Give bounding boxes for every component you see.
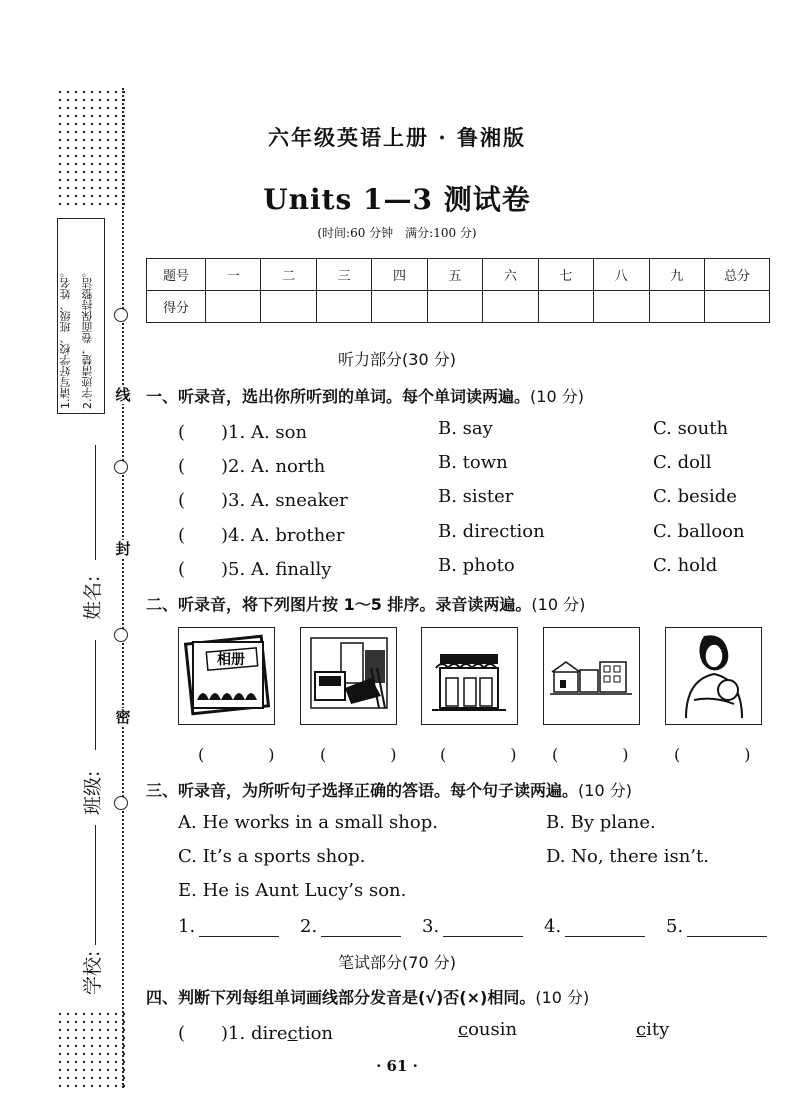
score-header-cell: 九: [649, 259, 705, 291]
section-4-title: [146, 985, 589, 1008]
s3-blank-number: 3.: [422, 916, 440, 937]
section-4-points: (10 分): [535, 988, 590, 1007]
picture-answer-4[interactable]: ( ): [552, 745, 653, 764]
school-label: 学校:: [82, 950, 104, 995]
writing-part-heading: 笔试部分(70 分): [338, 953, 456, 972]
s1-item-option-a[interactable]: ( )3. A. sneaker: [178, 490, 348, 511]
score-header-cell: 二: [261, 259, 316, 291]
notice-box: [57, 218, 105, 414]
s3-blank-number: 5.: [666, 916, 684, 937]
word1-underlined: c: [287, 1023, 298, 1044]
s3-blank-1[interactable]: [178, 916, 279, 937]
s1-item-option-a[interactable]: ( )5. A. finally: [178, 559, 332, 580]
section-3-title: [146, 778, 632, 801]
picture-answer-3[interactable]: ( ): [440, 745, 541, 764]
s4-item-word-3: [636, 1019, 669, 1040]
s1-item-option-a[interactable]: ( )4. A. brother: [178, 525, 345, 546]
s4-item-word-2: [458, 1019, 517, 1040]
picture-answer-1[interactable]: ( ): [198, 745, 299, 764]
picture-shop: [421, 627, 518, 725]
binding-hole-2: [114, 460, 128, 474]
class-line: [95, 640, 96, 750]
side-char-xian: 线: [115, 386, 131, 404]
score-header-cell: 总分: [705, 259, 770, 291]
score-header-cell: 八: [594, 259, 649, 291]
mother-baby-icon: [666, 628, 760, 723]
s3-option-e: E. He is Aunt Lucy’s son.: [178, 880, 407, 901]
class-label: 班级:: [82, 770, 104, 815]
side-char-feng: 封: [115, 540, 131, 558]
s1-item-option-b: B. town: [438, 452, 508, 473]
photo-album-icon: [179, 628, 273, 723]
answer-blank[interactable]: [443, 922, 523, 937]
s3-blank-number: 2.: [300, 916, 318, 937]
listening-part-heading: 听力部分(30 分): [338, 350, 456, 369]
s1-item-option-c: C. doll: [653, 452, 712, 473]
picture-buildings: [543, 627, 640, 725]
word3-suffix: ity: [646, 1019, 670, 1040]
score-cell[interactable]: [206, 291, 261, 323]
answer-blank[interactable]: [565, 922, 645, 937]
binding-dots-bottom: [56, 1010, 128, 1092]
s3-option-c: C. It’s a sports shop.: [178, 846, 366, 867]
score-header-cell: 一: [206, 259, 261, 291]
word1-suffix: tion: [297, 1023, 334, 1044]
s3-blank-number: 1.: [178, 916, 196, 937]
s1-item-option-c: C. balloon: [653, 521, 745, 542]
score-table-score-row: [147, 291, 770, 323]
score-cell[interactable]: [427, 291, 482, 323]
s1-item-option-c: C. south: [653, 418, 729, 439]
section-3-points: (10 分): [578, 781, 632, 800]
s3-blank-2[interactable]: [300, 916, 401, 937]
word3-underlined: c: [636, 1019, 647, 1040]
section-4-title-text: 四、判断下列每组单词画线部分发音是(√)否(×)相同。: [146, 988, 536, 1007]
section-2-points: (10 分): [531, 595, 586, 614]
score-header-cell: 题号: [147, 259, 206, 291]
score-cell[interactable]: [483, 291, 538, 323]
word1-prefix: dire: [250, 1023, 288, 1044]
binding-hole-3: [114, 628, 128, 642]
exam-meta: (时间:60 分钟 满分:100 分): [317, 226, 477, 240]
notice-line-1: 1.请写好学校、班级、姓名。: [59, 266, 72, 409]
score-header-cell: 五: [427, 259, 482, 291]
score-table: [146, 258, 770, 323]
score-cell[interactable]: [372, 291, 427, 323]
answer-blank[interactable]: [199, 922, 279, 937]
side-char-mi: 密: [115, 708, 131, 726]
section-1-points: (10 分): [530, 387, 584, 406]
score-cell[interactable]: [538, 291, 593, 323]
s3-blank-5[interactable]: [666, 916, 767, 937]
score-cell[interactable]: [705, 291, 770, 323]
picture-mother-baby: [665, 627, 762, 725]
s4-item-number: ( )1.: [178, 1023, 251, 1044]
answer-blank[interactable]: [321, 922, 401, 937]
s1-item-option-b: B. photo: [438, 555, 515, 576]
name-line: [95, 445, 96, 560]
s1-item-option-c: C. beside: [653, 486, 737, 507]
s1-item-option-b: B. direction: [438, 521, 545, 542]
word2-underlined: c: [458, 1019, 469, 1040]
score-cell[interactable]: [261, 291, 316, 323]
section-2-title: [146, 592, 585, 615]
school-line: [95, 825, 96, 945]
picture-answer-5[interactable]: ( ): [674, 745, 775, 764]
answer-blank[interactable]: [687, 922, 767, 937]
name-label: 姓名:: [82, 575, 104, 620]
score-cell[interactable]: [316, 291, 371, 323]
s1-item-option-b: B. sister: [438, 486, 514, 507]
score-table-header-row: [147, 259, 770, 291]
picture-answer-2[interactable]: ( ): [320, 745, 421, 764]
s1-item-option-a[interactable]: ( )1. A. son: [178, 422, 308, 443]
book-subtitle: 六年级英语上册 · 鲁湘版: [268, 125, 526, 150]
s3-blank-4[interactable]: [544, 916, 645, 937]
score-header-cell: 六: [483, 259, 538, 291]
album-label: 相册: [217, 652, 245, 668]
picture-photo-album: [178, 627, 275, 725]
s1-item-option-c: C. hold: [653, 555, 718, 576]
section-3-title-text: 三、听录音，为所听句子选择正确的答语。每个句子读两遍。: [146, 781, 579, 800]
s1-item-option-b: B. say: [438, 418, 493, 439]
s3-blank-3[interactable]: [422, 916, 523, 937]
score-cell[interactable]: [594, 291, 649, 323]
score-cell[interactable]: [649, 291, 705, 323]
section-1-title-text: 一、听录音，选出你所听到的单词。每个单词读两遍。: [146, 387, 531, 406]
page-number: · 61 ·: [376, 1057, 418, 1075]
picture-street-scene: [300, 627, 397, 725]
s3-option-d: D. No, there isn’t.: [546, 846, 709, 867]
binding-hole-4: [114, 796, 128, 810]
score-header-cell: 四: [372, 259, 427, 291]
score-header-cell: 七: [538, 259, 593, 291]
street-scene-icon: [301, 628, 395, 723]
section-2-title-text: 二、听录音，将下列图片按 1～5 排序。录音读两遍。: [146, 595, 532, 614]
buildings-icon: [544, 628, 638, 723]
page-title: Units 1—3 测试卷: [263, 183, 531, 216]
notice-line-2: 2.字迹清楚，卷面保持整洁。: [81, 266, 94, 409]
s3-blank-number: 4.: [544, 916, 562, 937]
score-header-cell: 三: [316, 259, 371, 291]
s3-option-a: A. He works in a small shop.: [178, 812, 438, 833]
s4-item-word-1[interactable]: [178, 1019, 333, 1045]
score-row-label: 得分: [147, 291, 206, 323]
s3-option-b: B. By plane.: [546, 812, 656, 833]
word2-suffix: ousin: [468, 1019, 518, 1040]
shop-icon: [422, 628, 516, 723]
s1-item-option-a[interactable]: ( )2. A. north: [178, 456, 326, 477]
binding-hole-1: [114, 308, 128, 322]
section-1-title: [146, 384, 584, 407]
